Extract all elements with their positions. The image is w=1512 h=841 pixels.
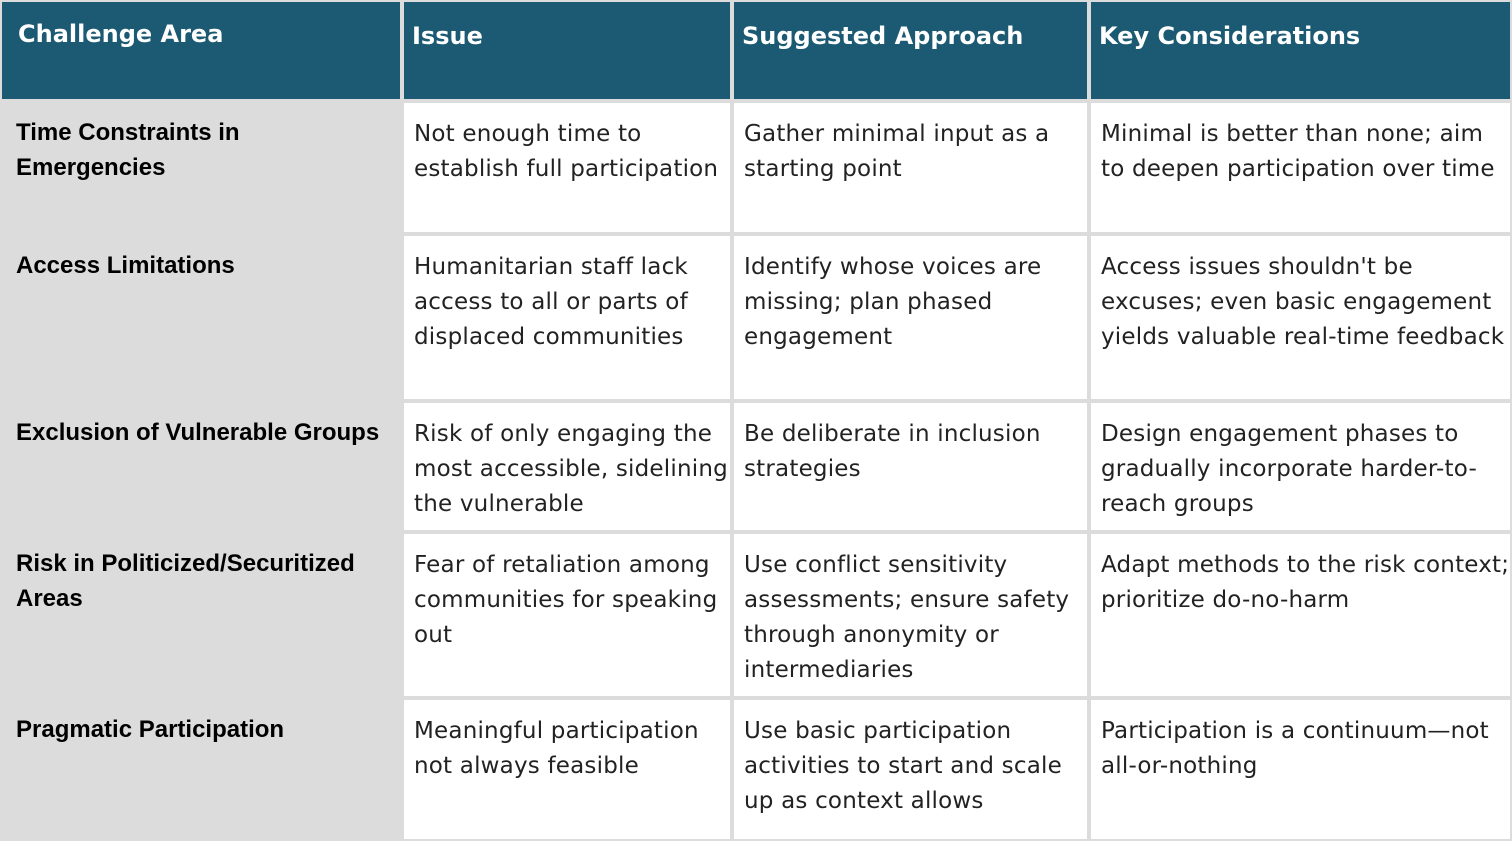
row-issue: Meaningful participation not always feasible [402,698,732,841]
row-issue: Risk of only engaging the most accessible, sidelining the vulnerable [402,401,732,532]
row-considerations: Participation is a continuum—not all-or-nothing [1089,698,1512,841]
row-challenge-pragmatic: Pragmatic Participation [0,698,402,841]
row-considerations: Access issues shouldn't be excuses; even basic engagement yields valuable real-time feedback [1089,234,1512,401]
row-issue: Not enough time to establish full participation [402,101,732,234]
header-issue: Issue [402,0,732,101]
row-challenge-access-limitations: Access Limitations [0,234,402,401]
header-key-considerations: Key Considerations [1089,0,1512,101]
row-considerations: Minimal is better than none; aim to deepen participation over time [1089,101,1512,234]
row-approach: Use basic participation activities to start and scale up as context allows [732,698,1089,841]
header-suggested-approach: Suggested Approach [732,0,1089,101]
row-approach: Be deliberate in inclusion strategies [732,401,1089,532]
header-challenge-area: Challenge Area [0,0,402,101]
row-considerations: Design engagement phases to gradually incorporate harder-to-reach groups [1089,401,1512,532]
row-issue: Humanitarian staff lack access to all or parts of displaced communities [402,234,732,401]
row-approach: Use conflict sensitivity assessments; ensure safety through anonymity or intermediaries [732,532,1089,698]
row-challenge-risk-politicized: Risk in Politicized/Securitized Areas [0,532,402,698]
row-approach: Gather minimal input as a starting point [732,101,1089,234]
row-challenge-time-constraints: Time Constraints in Emergencies [0,101,402,234]
row-considerations: Adapt methods to the risk context; prioritize do-no-harm [1089,532,1512,698]
row-approach: Identify whose voices are missing; plan phased engagement [732,234,1089,401]
row-issue: Fear of retaliation among communities for speaking out [402,532,732,698]
row-challenge-exclusion: Exclusion of Vulnerable Groups [0,401,402,532]
